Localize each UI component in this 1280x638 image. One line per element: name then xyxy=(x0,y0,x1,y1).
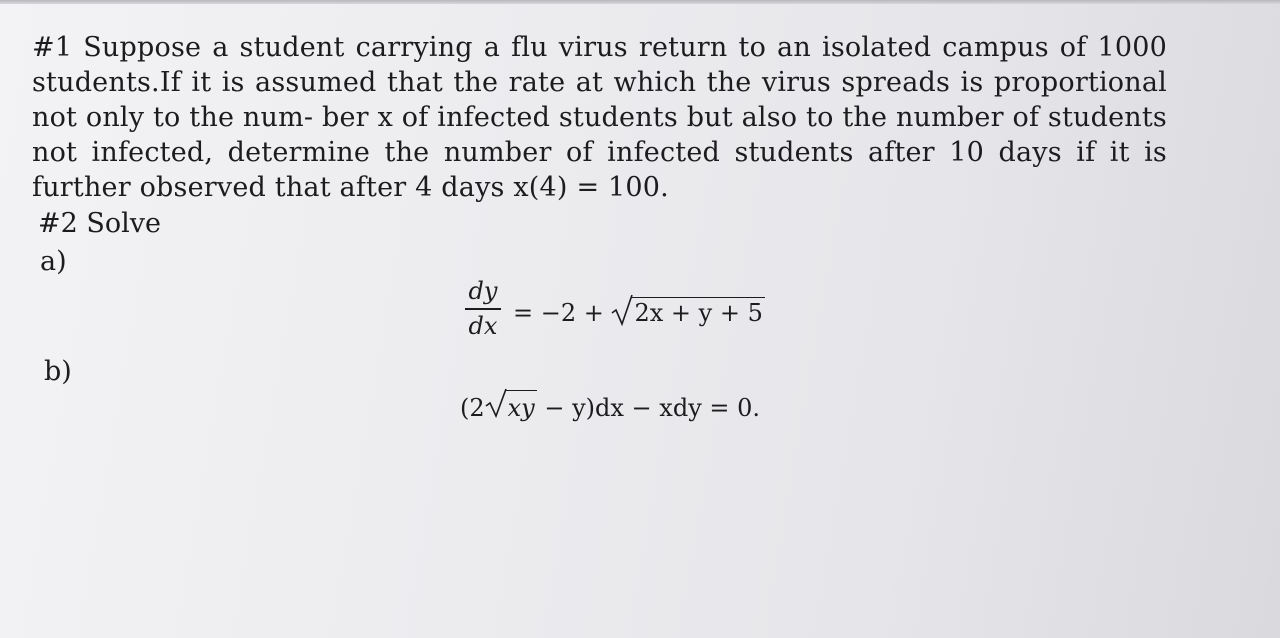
derivative-fraction xyxy=(465,278,501,339)
equation-a-rhs xyxy=(513,297,765,326)
equation-b-suffix: − y)dx − xdy = 0. xyxy=(536,394,761,422)
fraction-denominator: dx xyxy=(468,311,498,340)
problem-1-line-3: ber x of infected students but also to the number of students not infected, determine the xyxy=(32,102,1167,168)
square-root-b xyxy=(485,390,537,423)
equation-a-rhs-prefix: = −2 + xyxy=(513,299,612,327)
problem-2-heading: #2 Solve xyxy=(38,208,162,239)
problem-1-line-4: number of infected students after 10 days if it is further observed that after 4 days x(4) = 100. xyxy=(32,137,1167,203)
part-b-label: b) xyxy=(44,356,72,387)
problem-1-line-2: it is assumed that the rate at which the virus spreads is proportional not only to the num- xyxy=(32,67,1167,133)
radical-sign-icon xyxy=(485,387,507,419)
radical-sign-icon xyxy=(611,293,633,327)
equation-a xyxy=(465,278,785,348)
fraction-numerator: dy xyxy=(468,277,498,305)
problem-1-line-1: #1 Suppose a student carrying a flu virus return to an isolated campus of 1000 students.If xyxy=(32,32,1167,98)
equation-b-prefix: (2 xyxy=(460,394,485,422)
square-root-a xyxy=(611,297,764,326)
problem-1-text xyxy=(32,30,1167,205)
radicand-b: xy xyxy=(505,390,537,423)
equation-b xyxy=(460,390,760,423)
radicand-a: 2x + y + 5 xyxy=(631,297,764,326)
part-a-label: a) xyxy=(40,246,67,277)
fraction-bar xyxy=(465,308,501,310)
